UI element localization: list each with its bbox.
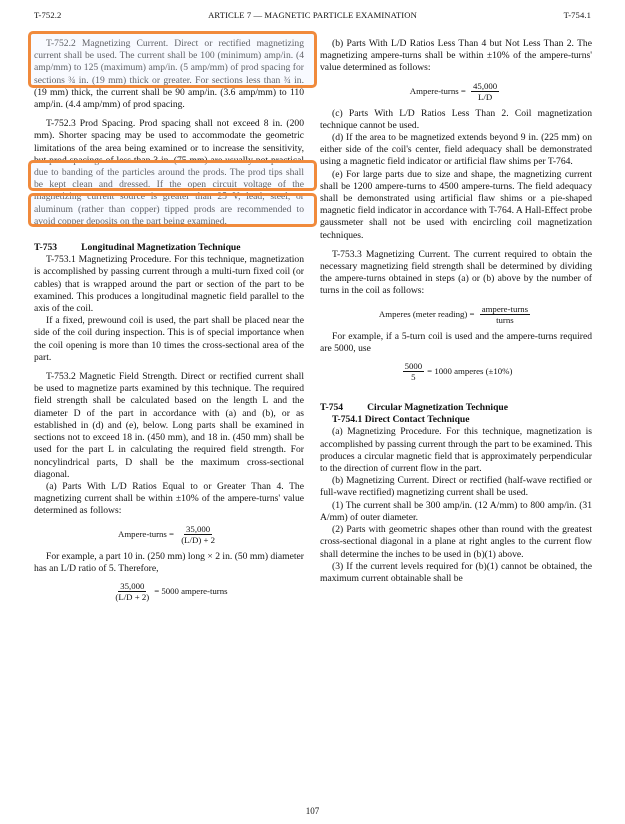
- paragraph-fixed-coil: If a fixed, prewound coil is used, the part shall be placed near the side of the coil during inspection. This is of special importance when the coil opening is more than 10 times the cross-sectional area of the part.: [34, 315, 304, 363]
- section-number: T-754: [320, 402, 344, 414]
- paragraph-example-part: For example, a part 10 in. (250 mm) long × 2 in. (50 mm) diameter has an L/D ratio of 5. Therefore,: [34, 550, 304, 574]
- paragraph-t-753-1: T-753.1 Magnetizing Procedure. For this technique, magnetization is accomplished by passing current through a multi-turn fixed coil (or cables) that is wrapped around the part or section of the part to be examined. This produces a longitudinal magnetic field parallel to the axis of the coil.: [34, 254, 304, 315]
- equation-lhs: Amperes (meter reading): [378, 309, 468, 320]
- equation-denominator: (L/D) + 2: [181, 534, 216, 545]
- section-heading-t-753: [34, 242, 304, 254]
- highlight-box-prod-spacing-limit[interactable]: [28, 193, 317, 227]
- equation-numerator: 5000: [404, 361, 423, 372]
- equation-denominator: (L/D + 2): [115, 591, 150, 602]
- running-header-left: T-752.2: [34, 10, 62, 20]
- equation-ampere-turns-a: Ampere-turns = $\frac{35,000}{(L/D) + 2}$: [117, 523, 216, 545]
- page-number: 107: [305, 806, 320, 816]
- right-column: [320, 38, 592, 585]
- equation-denominator: turns: [496, 314, 514, 325]
- paragraph-item-d: (d) If the area to be magnetized extends beyond 9 in. (225 mm) on either side of the coil's center, field adequacy shall be demonstrated using a magnetic field indicator or artificial flaw shims per T-764.: [320, 132, 592, 168]
- section-number: T-753: [34, 242, 58, 254]
- paragraph-item-2: (2) Parts with geometric shapes other than round with the greatest cross-sectional diagonal in a plane at right angles to the current flow shall determine the inches to be used in (b)(1) above.: [320, 524, 592, 560]
- equation-ampere-turns-b: Ampere-turns = $\frac{45,000}{L/D}$: [409, 80, 498, 102]
- equation-denominator: L/D: [478, 91, 493, 102]
- paragraph-current: (b) Magnetizing Current. Direct or rectified (half-wave rectified or full-wave rectified) magnetizing current shall be used.: [320, 475, 592, 499]
- paragraph-t-752-2: T-752.2 Magnetizing Current. Direct or rectified magnetizing current shall be used. The current shall be 100 (minimum) amp/in. (4 amp/mm) to 125 (maximum) amp/in. (5 amp/mm) of prod spacing for sections ¾ in. (19 mm) thick or greater. For sections less than ¾ in. (19 mm) thick, the current shall be 90 amp/in. (3.6 amp/mm) to 110 amp/in. (4.4 amp/mm) of prod spacing.: [34, 38, 304, 111]
- subsection-heading-t-754-1: T-754.1 Direct Contact Technique: [332, 414, 470, 426]
- paragraph-t-752-3: T-752.3 Prod Spacing. Prod spacing shall not exceed 8 in. (200 mm). Shorter spacing may be used to accommodate the geometric limitations of the area being examined or to increase the sensitivity, but prod spacings of less than 3 in. (75 mm) are usually not practical due to banding of the particles around the prods. The prod tips shall be kept clean and dressed. If the open circuit voltage of the magnetizing current source is greater than 25 V, lead, steel, or aluminum (rather than copper) tipped prods are recommended to avoid copper deposits on the part being examined.: [34, 118, 304, 227]
- running-header-right: T-754.1: [563, 10, 591, 20]
- equation-rhs: = 5000 ampere-turns: [154, 586, 228, 597]
- equation-numerator: 45,000: [473, 80, 498, 91]
- section-title: Circular Magnetization Technique: [367, 402, 509, 414]
- equation-amperes: Amperes (meter reading) = $\frac{\text{ampere-turns}}{\text{turns}}$: [378, 303, 529, 325]
- equation-denominator: 5: [411, 372, 416, 383]
- equation-lhs: Ampere-turns: [117, 528, 167, 539]
- paragraph-ld-ratio-b: (b) Parts With L/D Ratios Less Than 4 but Not Less Than 2. The magnetizing ampere-turns shall be within ±10% of the ampere-turns' value determined as follows:: [320, 38, 592, 74]
- equation-coil-result: [320, 361, 592, 382]
- highlight-box-prod-spacing[interactable]: [28, 160, 317, 191]
- equation-numerator: 35,000: [120, 580, 145, 591]
- equation-numerator: ampere-turns: [481, 303, 529, 314]
- paragraph-item-1: (1) The current shall be 300 amp/in. (12 A/mm) to 800 amp/in. (31 A/mm) of outer diameter.: [320, 499, 592, 523]
- paragraph-t-753-2: T-753.2 Magnetic Field Strength. Direct or rectified current shall be used to magnetize parts examined by this technique. The required field strength shall be calculated based on the length L and the diameter D of the part in accordance with (a) and (b), or as established in (d) and (e), below. Long parts shall be examined in sections not to exceed 18 in. (450 mm), and 18 in. (450 mm) shall be used for the part L in calculating the required field strength. For noncylindrical parts, D shall be the maximum cross-sectional diagonal.: [34, 371, 304, 480]
- paragraph-ld-ratio-c: (c) Parts With L/D Ratios Less Than 2. Coil magnetization technique cannot be used.: [320, 107, 592, 131]
- highlight-box-magnetizing-current[interactable]: [28, 31, 317, 88]
- paragraph-item-e: (e) For large parts due to size and shape, the magnetizing current shall be 1200 ampere-turns to 4500 ampere-turns. The field adequacy shall be demonstrated using artificial flaw shims or a pie-shaped magnetic field indicator in accordance with T-764. A Hall-Effect probe gaussmeter shall not be used with encircling coil magnetization techniques.: [320, 168, 592, 241]
- equation-rhs: = 1000 amperes (±10%): [427, 366, 513, 377]
- equation-numerator: 35,000: [186, 523, 211, 534]
- paragraph-item-3: (3) If the current levels required for (b)(1) cannot be obtained, the maximum current obtainable shall be: [320, 560, 592, 584]
- paragraph-ld-ratio-a: (a) Parts With L/D Ratios Equal to or Greater Than 4. The magnetizing current shall be within ±10% of the ampere-turns' value determined as follows:: [34, 480, 304, 517]
- left-column: [34, 38, 304, 608]
- equation-lhs: Ampere-turns: [409, 86, 459, 96]
- section-title: Longitudinal Magnetization Technique: [81, 242, 241, 254]
- running-header-title: ARTICLE 7 — MAGNETIC PARTICLE EXAMINATION: [208, 10, 417, 20]
- paragraph-coil-example: For example, if a 5-turn coil is used and the ampere-turns required are 5000, use: [320, 330, 592, 354]
- paragraph-t-753-3: T-753.3 Magnetizing Current. The current required to obtain the necessary magnetizing field strength shall be determined by dividing the ampere-turns obtained in steps (a) or (b) above by the number of turns in the coil as follows:: [320, 248, 592, 297]
- equation-example-result: [34, 581, 304, 602]
- paragraph-procedure: (a) Magnetizing Procedure. For this technique, magnetization is accomplished by passing current through the part to be examined. This produces a circular magnetic field that is approximately perpendicular to the direction of current flow in the part.: [320, 426, 592, 475]
- section-heading-t-754: [320, 402, 592, 414]
